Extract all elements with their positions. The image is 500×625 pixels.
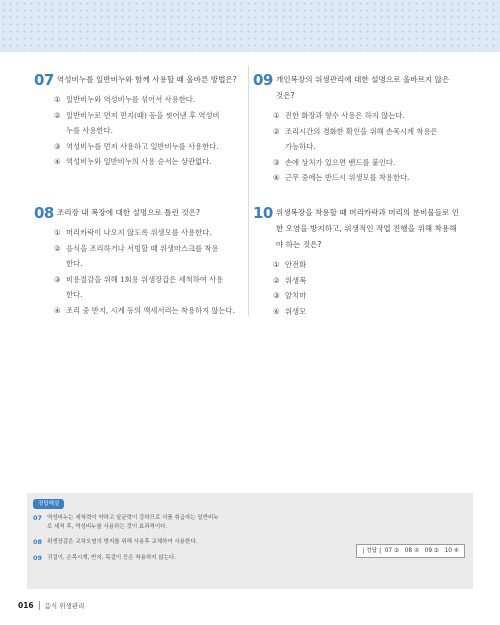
question-line: 개인복장의 위생관리에 대한 설명으로 올바르지 않은 (275, 75, 450, 84)
option-4 (54, 154, 256, 170)
option-list (253, 108, 475, 186)
question-text: 조리장 내 복장에 대한 설명으로 틀린 것은? (56, 208, 201, 217)
explanation-09 (33, 554, 277, 563)
page-number: 016 (18, 601, 40, 610)
question-text (276, 205, 459, 253)
section-title: 음식 위생관리 (44, 602, 85, 610)
option-number: ① (273, 260, 280, 269)
explanation-08 (33, 538, 277, 547)
question-07 (34, 72, 256, 170)
answer-badge: 정답해설 (33, 499, 64, 509)
option-line: 조리 중 반지, 시계 등의 액세서리는 착용하지 않는다. (66, 305, 235, 315)
option-text: 위생복 (285, 275, 307, 285)
option-number: ④ (273, 306, 280, 316)
question-line: 위생복장을 착용할 때 머리카락과 머리의 분비물들로 인 (275, 208, 460, 217)
option-line: 근무 중에는 반드시 위생모를 착용한다. (285, 173, 410, 182)
option-2 (273, 124, 475, 155)
answer-key: | 정답 | 07 ② 08 ③ 09 ② 10 ④ (356, 544, 465, 558)
option-1 (273, 108, 475, 124)
option-number: ① (54, 95, 61, 104)
header-band (0, 0, 500, 52)
option-number: ④ (273, 173, 280, 182)
explanation-text: 귀걸이, 손목시계, 반지, 목걸이 등은 착용하지 않는다. (47, 555, 177, 561)
option-list (34, 92, 256, 170)
question-09 (253, 72, 475, 186)
option-line: 손에 상처가 있으면 밴드를 붙인다. (285, 157, 396, 167)
option-line: 한다. (66, 290, 83, 299)
option-line: 진한 화장과 향수 사용은 하지 않는다. (285, 111, 405, 120)
explanation-text: 위생장갑은 교차오염의 방지를 위해 사용후 교체하여 사용한다. (47, 539, 198, 545)
option-number: ② (54, 243, 61, 253)
explanation-07 (33, 514, 277, 532)
option-3 (54, 272, 256, 303)
option-1 (54, 225, 256, 241)
option-number: ① (273, 111, 280, 120)
page-footer (18, 601, 84, 610)
option-2 (273, 273, 475, 289)
option-line: 역성비누를 먼저 사용하고 일반비누를 사용한다. (66, 141, 219, 151)
option-4 (273, 170, 475, 186)
option-text (66, 272, 256, 303)
question-08 (34, 205, 256, 318)
question-number: 08 (34, 204, 54, 222)
question-text: 역성비누를 일반비누와 함께 사용할 때 올바른 방법은? (56, 75, 237, 84)
answer-explanation-box (27, 493, 473, 589)
option-1 (54, 92, 256, 108)
explanation-number: 07 (33, 514, 43, 522)
option-number: ② (273, 275, 280, 285)
option-text (285, 155, 475, 171)
option-number: ① (54, 228, 61, 237)
question-line: 야 하는 것은? (275, 240, 322, 249)
question-10 (253, 205, 475, 319)
option-number: ③ (54, 274, 61, 284)
option-text (66, 225, 256, 241)
option-list (253, 257, 475, 319)
option-2 (54, 108, 256, 139)
option-text (66, 92, 256, 108)
option-4 (54, 303, 256, 319)
option-line: 비용절감을 위해 1회용 위생장갑은 세척하여 사용 (66, 274, 224, 284)
explanation-line: 로 세척 후, 역성비누를 사용하는 것이 효과적이다. (47, 524, 168, 530)
option-text (66, 108, 256, 139)
question-line: 것은? (275, 91, 295, 100)
option-text: 위생모 (285, 306, 307, 316)
option-number: ③ (54, 141, 61, 151)
option-text (66, 241, 256, 272)
option-list (34, 225, 256, 318)
explanation-text (47, 514, 277, 532)
option-1 (273, 257, 475, 273)
option-number: ② (273, 126, 280, 136)
option-line: 머리카락이 나오지 않도록 위생모를 사용한다. (66, 228, 212, 237)
option-number: ③ (273, 157, 280, 167)
option-line: 한다. (66, 259, 83, 268)
option-number: ④ (54, 305, 61, 315)
option-text (285, 108, 475, 124)
question-number: 10 (253, 204, 273, 222)
option-line: 누를 사용한다. (66, 126, 113, 135)
explanation-number: 08 (33, 538, 43, 546)
option-3 (273, 155, 475, 171)
option-text: 앞치마 (285, 291, 307, 300)
option-line: 음식을 조리하거나 서빙할 때 위생마스크를 착용 (66, 243, 219, 253)
question-number: 07 (34, 71, 54, 89)
option-3 (54, 139, 256, 155)
option-text: 안전화 (285, 260, 307, 269)
option-2 (54, 241, 256, 272)
option-line: 가능하다. (285, 142, 316, 151)
option-text (66, 139, 256, 155)
option-number: ② (54, 110, 61, 120)
explanation-line: 역성비누는 세척력이 약하고 살균력이 강하므로 식품 취급자는 일반비누 (47, 515, 219, 521)
option-line: 역성비누와 일반비누의 사용 순서는 상관없다. (66, 157, 212, 166)
option-3 (273, 288, 475, 304)
option-line: 조리시간의 경화한 확인을 위해 손목시계 착용은 (285, 126, 438, 136)
question-number: 09 (253, 71, 273, 89)
option-number: ③ (273, 291, 280, 300)
question-text (276, 72, 449, 104)
option-text (66, 154, 256, 170)
option-text (66, 303, 256, 319)
question-line: 한 오염을 방지하고, 위생적인 작업 진행을 위해 착용해 (275, 224, 457, 233)
explanation-number: 09 (33, 554, 43, 562)
option-line: 일반비누와 역성비누를 섞어서 사용한다. (66, 95, 196, 104)
option-text (285, 170, 475, 186)
option-line: 일반비누로 먼저 먼지(때) 등을 씻어낸 후 역성비 (66, 110, 220, 120)
option-text (285, 124, 475, 155)
option-number: ④ (54, 157, 61, 166)
option-4 (273, 304, 475, 320)
